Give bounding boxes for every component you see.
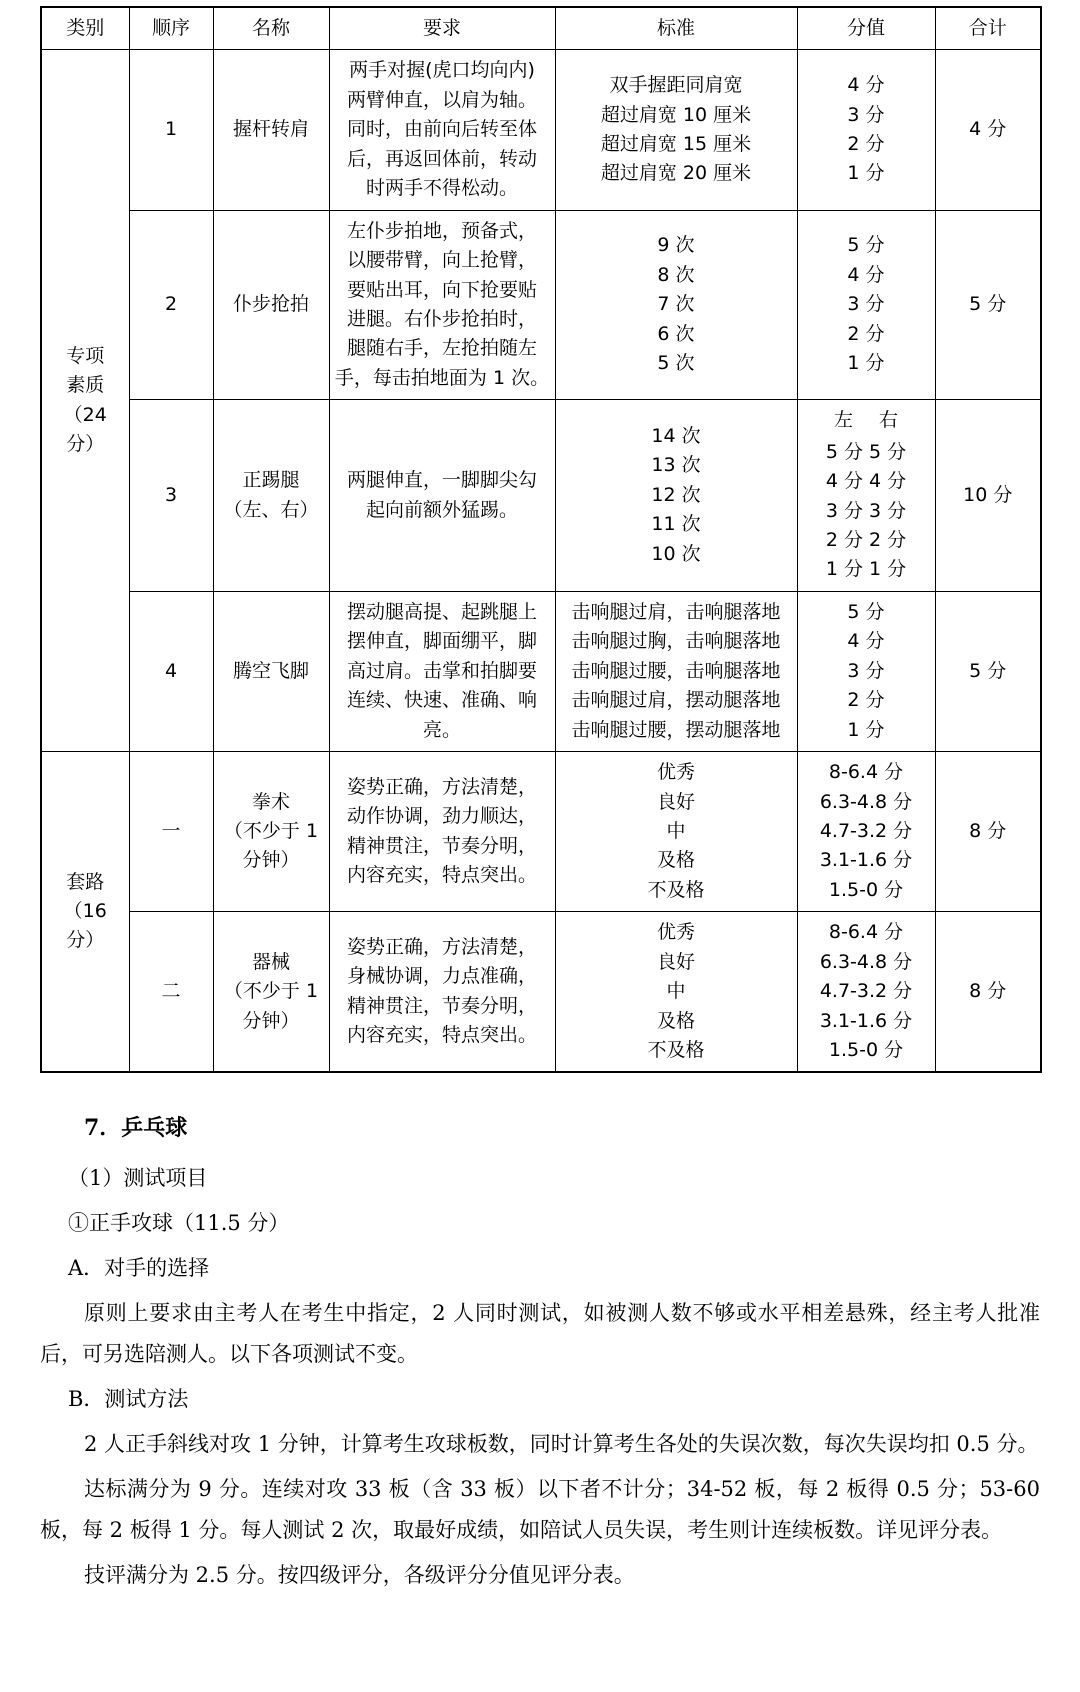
- standard-cell: 击响腿过肩，击响腿落地 击响腿过胸，击响腿落地 击响腿过腰，击响腿落地 击响腿过肩，摆动腿落地 击响腿过腰，摆动腿落地: [555, 591, 797, 751]
- section-title: 7．乒乓球: [84, 1115, 188, 1142]
- name-cell: 腾空飞脚: [213, 591, 329, 751]
- category-cell: 套路 （16 分）: [41, 752, 129, 1073]
- table-row: [41, 912, 1041, 1073]
- scoring-table: [40, 6, 1042, 1073]
- standard-cell: 优秀 良好 中 及格 不及格: [555, 912, 797, 1073]
- name-cell: 正踢腿 （左、右）: [213, 400, 329, 592]
- table-header-cell: 标准: [555, 7, 797, 50]
- requirement-cell: 两手对握(虎口均向内) 两臂伸直，以肩为轴。 同时，由前向后转至体 后，再返回体前，转动 时两手不得松动。: [329, 50, 555, 210]
- table-header-cell: 分值: [797, 7, 935, 50]
- table-row: [41, 210, 1041, 400]
- total-cell: 10 分: [935, 400, 1041, 592]
- score-cell: 8-6.4 分 6.3-4.8 分 4.7-3.2 分 3.1-1.6 分 1.5-0 分: [797, 912, 935, 1073]
- part-b-heading: B．测试方法: [68, 1387, 189, 1412]
- order-cell: 4: [129, 591, 213, 751]
- table-header-cell: 名称: [213, 7, 329, 50]
- standard-cell: 双手握距同肩宽 超过肩宽 10 厘米 超过肩宽 15 厘米 超过肩宽 20 厘米: [555, 50, 797, 210]
- total-cell: 8 分: [935, 752, 1041, 912]
- table-row: [41, 752, 1041, 912]
- order-cell: 一: [129, 752, 213, 912]
- score-cell: 左 右 5 分 5 分 4 分 4 分 3 分 3 分 2 分 2 分 1 分 1 分: [797, 400, 935, 592]
- part-b-paragraph-1: 2 人正手斜线对攻 1 分钟，计算考生攻球板数，同时计算考生各处的失误次数，每次失误均扣 0.5 分。: [84, 1431, 1039, 1456]
- order-cell: 二: [129, 912, 213, 1073]
- order-cell: 1: [129, 50, 213, 210]
- name-cell: 拳术 （不少于 1 分钟）: [213, 752, 329, 912]
- item-title: （1）测试项目: [68, 1166, 208, 1191]
- score-cell: 4 分 3 分 2 分 1 分: [797, 50, 935, 210]
- name-cell: 握杆转肩: [213, 50, 329, 210]
- order-cell: 3: [129, 400, 213, 592]
- table-header-cell: 类别: [41, 7, 129, 50]
- total-cell: 4 分: [935, 50, 1041, 210]
- table-header-cell: 要求: [329, 7, 555, 50]
- score-cell: 8-6.4 分 6.3-4.8 分 4.7-3.2 分 3.1-1.6 分 1.5-0 分: [797, 752, 935, 912]
- body-text: [40, 1107, 1040, 1595]
- requirement-cell: 摆动腿高提、起跳腿上 摆伸直，脚面绷平，脚 高过肩。击掌和拍脚要 连续、快速、准确、响 亮。: [329, 591, 555, 751]
- name-cell: 仆步抢拍: [213, 210, 329, 400]
- name-cell: 器械 （不少于 1 分钟）: [213, 912, 329, 1073]
- category-cell: 专项 素质 （24 分）: [41, 50, 129, 752]
- score-cell: 5 分 4 分 3 分 2 分 1 分: [797, 591, 935, 751]
- part-b-paragraph-3: 技评满分为 2.5 分。按四级评分，各级评分分值见评分表。: [84, 1562, 635, 1587]
- standard-cell: 9 次 8 次 7 次 6 次 5 次: [555, 210, 797, 400]
- total-cell: 5 分: [935, 210, 1041, 400]
- table-header-cell: 顺序: [129, 7, 213, 50]
- sub-item-title: ①正手攻球（11.5 分）: [68, 1211, 290, 1236]
- table-row: [41, 50, 1041, 210]
- total-cell: 8 分: [935, 912, 1041, 1073]
- requirement-cell: 左仆步拍地，预备式， 以腰带臂，向上抢臂， 要贴出耳，向下抢要贴 进腿。右仆步抢拍时， 腿随右手，左抢拍随左 手，每击拍地面为 1 次。: [329, 210, 555, 400]
- standard-cell: 14 次 13 次 12 次 11 次 10 次: [555, 400, 797, 592]
- requirement-cell: 两腿伸直，一脚脚尖勾 起向前额外猛踢。: [329, 400, 555, 592]
- standard-cell: 优秀 良好 中 及格 不及格: [555, 752, 797, 912]
- table-header-cell: 合计: [935, 7, 1041, 50]
- total-cell: 5 分: [935, 591, 1041, 751]
- table-row: [41, 400, 1041, 592]
- order-cell: 2: [129, 210, 213, 400]
- score-cell: 5 分 4 分 3 分 2 分 1 分: [797, 210, 935, 400]
- requirement-cell: 姿势正确，方法清楚， 身械协调，力点准确， 精神贯注，节奏分明， 内容充实，特点突出。: [329, 912, 555, 1073]
- part-a-paragraph: 原则上要求由主考人在考生中指定，2 人同时测试，如被测人数不够或水平相差悬殊，经主考人批准后，可另选陪测人。以下各项测试不变。: [40, 1301, 1040, 1367]
- table-header-row: [41, 7, 1041, 50]
- part-a-heading: A．对手的选择: [68, 1256, 210, 1281]
- part-b-paragraph-2: 达标满分为 9 分。连续对攻 33 板（含 33 板）以下者不计分；34-52 板，每 2 板得 0.5 分；53-60 板，每 2 板得 1 分。每人测试 2 次，取最好成绩，如陪试人员失误，考生则计连续板数。详见评分表。: [40, 1476, 1040, 1542]
- table-row: [41, 591, 1041, 751]
- requirement-cell: 姿势正确，方法清楚， 动作协调，劲力顺达， 精神贯注，节奏分明， 内容充实，特点突出。: [329, 752, 555, 912]
